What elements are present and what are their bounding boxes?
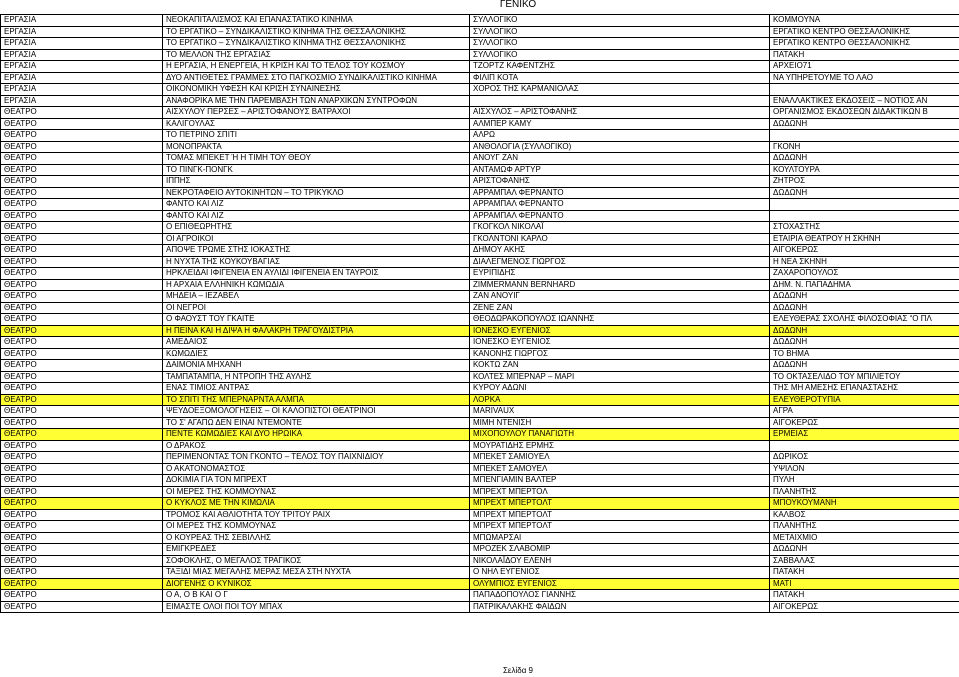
author-cell: ΣΥΛΛΟΓΙΚΟ — [470, 26, 770, 38]
category-cell: ΘΕΑΤΡΟ — [1, 452, 163, 464]
publisher-cell: ΔΩΔΩΝΗ — [770, 337, 959, 349]
author-cell: ΜΠΡΕΧΤ ΜΠΕΡΤΟΛΤ — [470, 521, 770, 533]
publisher-cell: ΕΡΓΑΤΙΚΟ ΚΕΝΤΡΟ ΘΕΣΣΑΛΟΝΙΚΗΣ — [770, 38, 959, 50]
publisher-cell: ΜΠΟΥΚΟΥΜΑΝΗ — [770, 498, 959, 510]
table-row-highlighted — [1, 325, 959, 337]
table-row — [1, 38, 959, 50]
publisher-cell: ΑΙΓΟΚΕΡΩΣ — [770, 245, 959, 257]
table-row — [1, 141, 959, 153]
title-cell: ΤΟ ΠΕΤΡΙΝΟ ΣΠΙΤΙ — [163, 130, 470, 142]
author-cell: ΚΟΛΤΕΣ ΜΠΕΡΝΑΡ – ΜΑΡΙ — [470, 371, 770, 383]
publisher-cell: ΔΩΡΙΚΟΣ — [770, 452, 959, 464]
title-cell: ΠΕΝΤΕ ΚΩΜΩΔΙΕΣ ΚΑΙ ΔΥΟ ΗΡΩΙΚΑ — [163, 429, 470, 441]
publisher-cell: ΟΡΓΑΝΙΣΜΟΣ ΕΚΔΟΣΕΩΝ ΔΙΔΑΚΤΙΚΩΝ Β — [770, 107, 959, 119]
author-cell: ΑΙΣΧΥΛΟΣ – ΑΡΙΣΤΟΦΑΝΗΣ — [470, 107, 770, 119]
title-cell: ΝΕΚΡΟΤΑΦΕΙΟ ΑΥΤΟΚΙΝΗΤΩΝ – ΤΟ ΤΡΙΚΥΚΛΟ — [163, 187, 470, 199]
title-cell: ΤΟ ΕΡΓΑΤΙΚΟ – ΣΥΝΔΙΚΑΛΙΣΤΙΚΟ ΚΙΝΗΜΑ ΤΗΣ ΘΕΣΣΑΛΟΝΙΚΗΣ — [163, 38, 470, 50]
publisher-cell: ΕΝΑΛΛΑΚΤΙΚΕΣ ΕΚΔΟΣΕΙΣ – ΝΟΤΙΟΣ ΑΝ — [770, 95, 959, 107]
publisher-cell: ΕΛΕΥΘΕΡΟΤΥΠΙΑ — [770, 394, 959, 406]
category-cell: ΘΕΑΤΡΟ — [1, 406, 163, 418]
category-cell: ΘΕΑΤΡΟ — [1, 256, 163, 268]
table-row — [1, 187, 959, 199]
category-cell: ΘΕΑΤΡΟ — [1, 233, 163, 245]
title-cell: ΔΑΙΜΟΝΙΑ ΜΗΧΑΝΗ — [163, 360, 470, 372]
table-row — [1, 107, 959, 119]
author-cell: ΠΑΤΡΙΚΑΛΑΚΗΣ ΦΑΙΔΩΝ — [470, 601, 770, 613]
author-cell: ΣΥΛΛΟΓΙΚΟ — [470, 49, 770, 61]
publisher-cell: ΖΑΧΑΡΟΠΟΥΛΟΣ — [770, 268, 959, 280]
category-cell: ΘΕΑΤΡΟ — [1, 429, 163, 441]
table-row — [1, 153, 959, 165]
title-cell: ΤΟ Σ' ΑΓΑΠΩ ΔΕΝ ΕΙΝΑΙ ΝΤΕΜΟΝΤΕ — [163, 417, 470, 429]
publisher-cell: ΤΟ ΒΗΜΑ — [770, 348, 959, 360]
publisher-cell: ΔΩΔΩΝΗ — [770, 544, 959, 556]
table-row — [1, 222, 959, 234]
author-cell: ΘΕΟΔΩΡΑΚΟΠΟΥΛΟΣ ΙΩΑΝΝΗΣ — [470, 314, 770, 326]
author-cell: ΜΙΧΟΠΟΥΛΟΥ ΠΑΝΑΓΙΩΤΗ — [470, 429, 770, 441]
table-row — [1, 406, 959, 418]
category-cell: ΘΕΑΤΡΟ — [1, 210, 163, 222]
table-row — [1, 210, 959, 222]
author-cell: ΚΟΚΤΩ ΖΑΝ — [470, 360, 770, 372]
category-cell: ΘΕΑΤΡΟ — [1, 107, 163, 119]
title-cell: ΜΟΝΟΠΡΑΚΤΑ — [163, 141, 470, 153]
table-row — [1, 15, 959, 27]
author-cell: ΙΟΝΕΣΚΟ ΕΥΓΕΝΙΟΣ — [470, 325, 770, 337]
table-row — [1, 475, 959, 487]
author-cell: ZIMMERMANN BERNHARD — [470, 279, 770, 291]
category-cell: ΘΕΑΤΡΟ — [1, 118, 163, 130]
table-row — [1, 199, 959, 211]
table-row — [1, 509, 959, 521]
title-cell: ΠΕΡΙΜΕΝΟΝΤΑΣ ΤΟΝ ΓΚΟΝΤΟ – ΤΕΛΟΣ ΤΟΥ ΠΑΙΧΝΙΔΙΟΥ — [163, 452, 470, 464]
table-row — [1, 268, 959, 280]
publisher-cell: ΠΛΑΝΗΤΗΣ — [770, 486, 959, 498]
author-cell: ΝΙΚΟΛΑΪΔΟΥ ΕΛΕΝΗ — [470, 555, 770, 567]
publisher-cell: ΔΗΜ. Ν. ΠΑΠΑΔΗΜΑ — [770, 279, 959, 291]
author-cell: ΑΝΟΥΓ ΖΑΝ — [470, 153, 770, 165]
table-row — [1, 130, 959, 142]
publisher-cell: ΤΗΣ ΜΗ ΑΜΕΣΗΣ ΕΠΑΝΑΣΤΑΣΗΣ — [770, 383, 959, 395]
title-cell: ΣΟΦΟΚΛΗΣ, Ο ΜΕΓΑΛΟΣ ΤΡΑΓΙΚΟΣ — [163, 555, 470, 567]
author-cell: ΤΖΟΡΤΖ ΚΑΦΕΝΤΖΗΣ — [470, 61, 770, 73]
author-cell: ΛΟΡΚΑ — [470, 394, 770, 406]
publisher-cell: Η ΝΕΑ ΣΚΗΝΗ — [770, 256, 959, 268]
title-cell: ΟΙ ΜΕΡΕΣ ΤΗΣ ΚΟΜΜΟΥΝΑΣ — [163, 521, 470, 533]
title-cell: ΝΕΟΚΑΠΙΤΑΛΙΣΜΟΣ ΚΑΙ ΕΠΑΝΑΣΤΑΤΙΚΟ ΚΙΝΗΜΑ — [163, 15, 470, 27]
table-row — [1, 314, 959, 326]
publisher-cell: ΔΩΔΩΝΗ — [770, 325, 959, 337]
publisher-cell: ΑΙΓΟΚΕΡΩΣ — [770, 601, 959, 613]
publisher-cell: ΠΑΤΑΚΗ — [770, 567, 959, 579]
category-cell: ΘΕΑΤΡΟ — [1, 394, 163, 406]
author-cell: ΑΛΡΩ — [470, 130, 770, 142]
category-cell: ΘΕΑΤΡΟ — [1, 302, 163, 314]
table-row — [1, 521, 959, 533]
category-cell: ΘΕΑΤΡΟ — [1, 371, 163, 383]
table-row — [1, 176, 959, 188]
category-cell: ΕΡΓΑΣΙΑ — [1, 84, 163, 96]
table-row-highlighted — [1, 578, 959, 590]
author-cell: ΜΠΡΕΧΤ ΜΠΕΡΤΟΛΤ — [470, 498, 770, 510]
title-cell: Η ΝΥΧΤΑ ΤΗΣ ΚΟΥΚΟΥΒΑΓΙΑΣ — [163, 256, 470, 268]
category-cell: ΘΕΑΤΡΟ — [1, 383, 163, 395]
title-cell: ΤΟ ΜΕΛΛΟΝ ΤΗΣ ΕΡΓΑΣΙΑΣ — [163, 49, 470, 61]
title-cell: ΗΡΚΛΕΙΔΑΙ ΙΦΙΓΕΝΕΙΑ ΕΝ ΑΥΛΙΔΙ ΙΦΙΓΕΝΕΙΑ ΕΝ ΤΑΥΡΟΙΣ — [163, 268, 470, 280]
author-cell: ΜΠΕΝΓΙΑΜΙΝ ΒΑΛΤΕΡ — [470, 475, 770, 487]
publisher-cell: ΓΚΟΝΗ — [770, 141, 959, 153]
title-cell: ΙΠΠΗΣ — [163, 176, 470, 188]
table-row-highlighted — [1, 498, 959, 510]
author-cell: ΕΥΡΙΠΙΔΗΣ — [470, 268, 770, 280]
publisher-cell: ΜΑΤΙ — [770, 578, 959, 590]
publisher-cell: ΝΑ ΥΠΗΡΕΤΟΥΜΕ ΤΟ ΛΑΟ — [770, 72, 959, 84]
category-cell: ΘΕΑΤΡΟ — [1, 544, 163, 556]
table-row — [1, 383, 959, 395]
publisher-cell: ΕΛΕΥΘΕΡΑΣ ΣΧΟΛΗΣ ΦΙΛΟΣΟΦΙΑΣ “Ο ΠΛ — [770, 314, 959, 326]
publisher-cell: ΠΑΤΑΚΗ — [770, 49, 959, 61]
author-cell: ΜΠΕΚΕΤ ΣΑΜΙΟΥΕΛ — [470, 452, 770, 464]
title-cell: ΤΟ ΕΡΓΑΤΙΚΟ – ΣΥΝΔΙΚΑΛΙΣΤΙΚΟ ΚΙΝΗΜΑ ΤΗΣ ΘΕΣΣΑΛΟΝΙΚΗΣ — [163, 26, 470, 38]
category-cell: ΘΕΑΤΡΟ — [1, 440, 163, 452]
table-row — [1, 256, 959, 268]
category-cell: ΘΕΑΤΡΟ — [1, 348, 163, 360]
publisher-cell: ΚΟΥΛΤΟΥΡΑ — [770, 164, 959, 176]
publisher-cell: ΑΡΧΕΙΟ71 — [770, 61, 959, 73]
table-row — [1, 440, 959, 452]
category-cell: ΘΕΑΤΡΟ — [1, 509, 163, 521]
title-cell: ΜΗΔΕΙΑ – ΙΕΖΑΒΕΛ — [163, 291, 470, 303]
title-cell: Ο ΕΠΙΘΕΩΡΗΤΗΣ — [163, 222, 470, 234]
title-cell: Ο Α, Ο Β ΚΑΙ Ο Γ — [163, 590, 470, 602]
table-row — [1, 164, 959, 176]
category-cell: ΘΕΑΤΡΟ — [1, 463, 163, 475]
author-cell: ΜΠΡΕΧΤ ΜΠΕΡΤΟΛΤ — [470, 509, 770, 521]
table-row — [1, 245, 959, 257]
author-cell: ΚΥΡΟΥ ΑΔΩΝΙ — [470, 383, 770, 395]
title-cell: ΨΕΥΔΟΕΞΟΜΟΛΟΓΗΣΕΙΣ – ΟΙ ΚΑΛΟΠΙΣΤΟΙ ΘΕΑΤΡΙΝΟΙ — [163, 406, 470, 418]
title-cell: ΚΑΛΙΓΟΥΛΑΣ — [163, 118, 470, 130]
author-cell: ΔΙΑΛΕΓΜΕΝΟΣ ΓΙΩΡΓΟΣ — [470, 256, 770, 268]
title-cell: Η ΑΡΧΑΙΑ ΕΛΛΗΝΙΚΗ ΚΩΜΩΔΙΑ — [163, 279, 470, 291]
title-cell: ΤΟΜΑΣ ΜΠΕΚΕΤ Ή Η ΤΙΜΗ ΤΟΥ ΘΕΟΥ — [163, 153, 470, 165]
category-cell: ΘΕΑΤΡΟ — [1, 176, 163, 188]
author-cell: ΑΡΡΑΜΠΑΛ ΦΕΡΝΑΝΤΟ — [470, 210, 770, 222]
category-cell: ΘΕΑΤΡΟ — [1, 486, 163, 498]
author-cell: ΙΟΝΕΣΚΟ ΕΥΓΕΝΙΟΣ — [470, 337, 770, 349]
author-cell: ΦΙΛΙΠ ΚΟΤΑ — [470, 72, 770, 84]
title-cell: ΦΑΝΤΟ ΚΑΙ ΛΙΖ — [163, 199, 470, 211]
publisher-cell: ΔΩΔΩΝΗ — [770, 187, 959, 199]
category-cell: ΘΕΑΤΡΟ — [1, 590, 163, 602]
category-cell: ΘΕΑΤΡΟ — [1, 314, 163, 326]
title-cell: ΤΟ ΠΙΝΓΚ-ΠΟΝΓΚ — [163, 164, 470, 176]
table-row — [1, 463, 959, 475]
category-cell: ΘΕΑΤΡΟ — [1, 532, 163, 544]
category-cell: ΘΕΑΤΡΟ — [1, 475, 163, 487]
category-cell: ΘΕΑΤΡΟ — [1, 578, 163, 590]
table-row — [1, 555, 959, 567]
author-cell: ΜΠΡΕΧΤ ΜΠΕΡΤΟΛ — [470, 486, 770, 498]
category-cell: ΘΕΑΤΡΟ — [1, 567, 163, 579]
author-cell: ΑΝΤΑΜΩΦ ΑΡΤΥΡ — [470, 164, 770, 176]
publisher-cell: ΚΟΜΜΟΥΝΑ — [770, 15, 959, 27]
title-cell: ΔΥΟ ΑΝΤΙΘΕΤΕΣ ΓΡΑΜΜΕΣ ΣΤΟ ΠΑΓΚΟΣΜΙΟ ΣΥΝΔΙΚΑΛΙΣΤΙΚΟ ΚΙΝΗΜΑ — [163, 72, 470, 84]
publisher-cell: ΑΓΡΑ — [770, 406, 959, 418]
category-cell: ΕΡΓΑΣΙΑ — [1, 15, 163, 27]
category-cell: ΘΕΑΤΡΟ — [1, 291, 163, 303]
title-cell: Ο ΚΥΚΛΟΣ ΜΕ ΤΗΝ ΚΙΜΩΛΙΑ — [163, 498, 470, 510]
publisher-cell — [770, 84, 959, 96]
table-row — [1, 61, 959, 73]
publisher-cell: ΚΑΛΒΟΣ — [770, 509, 959, 521]
table-row — [1, 486, 959, 498]
author-cell: ΜΟΥΡΑΤΙΔΗΣ ΕΡΜΗΣ — [470, 440, 770, 452]
table-row — [1, 567, 959, 579]
table-row — [1, 590, 959, 602]
publisher-cell: ΔΩΔΩΝΗ — [770, 153, 959, 165]
title-cell: Ο ΔΡΑΚΟΣ — [163, 440, 470, 452]
table-row — [1, 360, 959, 372]
category-cell: ΘΕΑΤΡΟ — [1, 417, 163, 429]
table-row — [1, 302, 959, 314]
author-cell: ΚΑΝΟΝΗΣ ΓΙΩΡΓΟΣ — [470, 348, 770, 360]
publisher-cell: ΔΩΔΩΝΗ — [770, 118, 959, 130]
table-row-highlighted — [1, 394, 959, 406]
publisher-cell: ΜΕΤΑΙΧΜΙΟ — [770, 532, 959, 544]
title-cell: ΤΑΞΙΔΙ ΜΙΑΣ ΜΕΓΑΛΗΣ ΜΕΡΑΣ ΜΕΣΑ ΣΤΗ ΝΥΧΤΑ — [163, 567, 470, 579]
title-cell: ΟΙΚΟΝΟΜΙΚΗ ΥΦΕΣΗ ΚΑΙ ΚΡΙΣΗ ΣΥΝΑΙΝΕΣΗΣ — [163, 84, 470, 96]
title-cell: ΟΙ ΑΓΡΟΙΚΟΙ — [163, 233, 470, 245]
category-cell: ΕΡΓΑΣΙΑ — [1, 61, 163, 73]
table-row — [1, 348, 959, 360]
category-cell: ΕΡΓΑΣΙΑ — [1, 26, 163, 38]
title-cell: ΤΟ ΣΠΙΤΙ ΤΗΣ ΜΠΕΡΝΑΡΝΤΑ ΑΛΜΠΑ — [163, 394, 470, 406]
table-row — [1, 532, 959, 544]
title-cell: ΑΜΕΔΑΙΟΣ — [163, 337, 470, 349]
title-cell: Ο ΚΟΥΡΕΑΣ ΤΗΣ ΣΕΒΙΛΛΗΣ — [163, 532, 470, 544]
table-row — [1, 371, 959, 383]
table-row — [1, 601, 959, 613]
title-cell: Η ΕΡΓΑΣΙΑ, Η ΕΝΕΡΓΕΙΑ, Η ΚΡΙΣΗ ΚΑΙ ΤΟ ΤΕΛΟΣ ΤΟΥ ΚΟΣΜΟΥ — [163, 61, 470, 73]
category-cell: ΘΕΑΤΡΟ — [1, 245, 163, 257]
title-cell: ΤΑΜΠΑΤΑΜΠΑ, Η ΝΤΡΟΠΗ ΤΗΣ ΑΥΛΗΣ — [163, 371, 470, 383]
category-cell: ΕΡΓΑΣΙΑ — [1, 49, 163, 61]
table-row — [1, 49, 959, 61]
page-number: Σελίδα 9 — [502, 666, 534, 675]
title-cell: ΚΩΜΩΔΙΕΣ — [163, 348, 470, 360]
author-cell: ΜΙΜΗ ΝΤΕΝΙΣΗ — [470, 417, 770, 429]
author-cell: ΣΥΛΛΟΓΙΚΟ — [470, 38, 770, 50]
category-cell: ΘΕΑΤΡΟ — [1, 153, 163, 165]
category-cell: ΘΕΑΤΡΟ — [1, 601, 163, 613]
category-cell: ΘΕΑΤΡΟ — [1, 199, 163, 211]
publisher-cell: ΕΤΑΙΡΙΑ ΘΕΑΤΡΟΥ Η ΣΚΗΝΗ — [770, 233, 959, 245]
category-cell: ΕΡΓΑΣΙΑ — [1, 95, 163, 107]
publisher-cell: ΤΟ ΟΚΤΑΣΕΛΙΔΟ ΤΟΥ ΜΠΙΛΙΕΤΟΥ — [770, 371, 959, 383]
category-cell: ΘΕΑΤΡΟ — [1, 141, 163, 153]
author-cell: ΟΛΥΜΠΙΟΣ ΕΥΓΕΝΙΟΣ — [470, 578, 770, 590]
table-row — [1, 72, 959, 84]
publisher-cell: ΖΗΤΡΟΣ — [770, 176, 959, 188]
title-cell: ΟΙ ΝΕΓΡΟΙ — [163, 302, 470, 314]
catalog-table — [0, 14, 959, 613]
publisher-cell: ΔΩΔΩΝΗ — [770, 291, 959, 303]
table-row — [1, 544, 959, 556]
author-cell: ΑΛΜΠΕΡ ΚΑΜΥ — [470, 118, 770, 130]
publisher-cell — [770, 130, 959, 142]
category-cell: ΘΕΑΤΡΟ — [1, 325, 163, 337]
publisher-cell: ΣΑΒΒΑΛΑΣ — [770, 555, 959, 567]
title-cell: ΑΠΟΨΕ ΤΡΩΜΕ ΣΤΗΣ ΙΟΚΑΣΤΗΣ — [163, 245, 470, 257]
category-cell: ΘΕΑΤΡΟ — [1, 555, 163, 567]
table-row — [1, 279, 959, 291]
category-cell: ΕΡΓΑΣΙΑ — [1, 38, 163, 50]
author-cell: ΑΝΘΟΛΟΓΙΑ (ΣΥΛΛΟΓΙΚΟ) — [470, 141, 770, 153]
table-row — [1, 452, 959, 464]
author-cell: ΣΥΛΛΟΓΙΚΟ — [470, 15, 770, 27]
sheet-header: ΓΕΝΙΚΟ — [499, 0, 537, 10]
author-cell: ΖΕΝΕ ΖΑΝ — [470, 302, 770, 314]
title-cell: ΔΙΟΓΕΝΗΣ Ο ΚΥΝΙΚΟΣ — [163, 578, 470, 590]
title-cell: ΑΙΣΧΥΛΟΥ ΠΕΡΣΕΣ – ΑΡΙΣΤΟΦΑΝΟΥΣ ΒΑΤΡΑΧΟΙ — [163, 107, 470, 119]
category-cell: ΕΡΓΑΣΙΑ — [1, 72, 163, 84]
publisher-cell — [770, 199, 959, 211]
author-cell: Ο ΝΗΛ ΕΥΓΕΝΙΟΣ — [470, 567, 770, 579]
publisher-cell: ΔΩΔΩΝΗ — [770, 360, 959, 372]
author-cell: ΑΡΡΑΜΠΑΛ ΦΕΡΝΑΝΤΟ — [470, 187, 770, 199]
publisher-cell: ΥΨΙΛΟΝ — [770, 463, 959, 475]
category-cell: ΘΕΑΤΡΟ — [1, 498, 163, 510]
author-cell: ΜΠΩΜΑΡΣΑΙ — [470, 532, 770, 544]
title-cell: ΕΜΙΓΚΡΕΔΕΣ — [163, 544, 470, 556]
author-cell: ΠΑΠΑΔΟΠΟΥΛΟΣ ΓΙΑΝΝΗΣ — [470, 590, 770, 602]
publisher-cell: ΠΑΤΑΚΗ — [770, 590, 959, 602]
category-cell: ΘΕΑΤΡΟ — [1, 268, 163, 280]
author-cell: ΓΚΟΓΚΟΛ ΝΙΚΟΛΑΪ — [470, 222, 770, 234]
author-cell: ΓΚΟΛΝΤΟΝΙ ΚΑΡΛΟ — [470, 233, 770, 245]
category-cell: ΘΕΑΤΡΟ — [1, 279, 163, 291]
publisher-cell: ΔΩΔΩΝΗ — [770, 302, 959, 314]
author-cell: ΧΟΡΟΣ ΤΗΣ ΚΑΡΜΑΝΙΟΛΑΣ — [470, 84, 770, 96]
author-cell: ΑΡΡΑΜΠΑΛ ΦΕΡΝΑΝΤΟ — [470, 199, 770, 211]
title-cell: ΤΡΟΜΟΣ ΚΑΙ ΑΘΛΙΟΤΗΤΑ ΤΟΥ ΤΡΙΤΟΥ ΡΑΙΧ — [163, 509, 470, 521]
category-cell: ΘΕΑΤΡΟ — [1, 164, 163, 176]
author-cell: ΔΗΜΟΥ ΑΚΗΣ — [470, 245, 770, 257]
author-cell — [470, 95, 770, 107]
author-cell: ΜΠΕΚΕΤ ΣΑΜΟΥΕΛ — [470, 463, 770, 475]
title-cell: ΕΝΑΣ ΤΙΜΙΟΣ ΑΝΤΡΑΣ — [163, 383, 470, 395]
category-cell: ΘΕΑΤΡΟ — [1, 187, 163, 199]
publisher-cell — [770, 210, 959, 222]
category-cell: ΘΕΑΤΡΟ — [1, 521, 163, 533]
category-cell: ΘΕΑΤΡΟ — [1, 130, 163, 142]
title-cell: ΕΙΜΑΣΤΕ ΟΛΟΙ ΠΟΙ ΤΟΥ ΜΠΑΧ — [163, 601, 470, 613]
title-cell: ΦΑΝΤΟ ΚΑΙ ΛΙΖ — [163, 210, 470, 222]
title-cell: ΔΟΚΙΜΙΑ ΓΙΑ ΤΟΝ ΜΠΡΕΧΤ — [163, 475, 470, 487]
table-row — [1, 84, 959, 96]
publisher-cell: ΕΡΜΕΙΑΣ — [770, 429, 959, 441]
table-row — [1, 118, 959, 130]
table-row — [1, 337, 959, 349]
table-row — [1, 95, 959, 107]
author-cell: ΑΡΙΣΤΟΦΑΝΗΣ — [470, 176, 770, 188]
category-cell: ΘΕΑΤΡΟ — [1, 337, 163, 349]
title-cell: ΟΙ ΜΕΡΕΣ ΤΗΣ ΚΟΜΜΟΥΝΑΣ — [163, 486, 470, 498]
table-row — [1, 233, 959, 245]
title-cell: Ο ΑΚΑΤΟΝΟΜΑΣΤΟΣ — [163, 463, 470, 475]
publisher-cell: ΣΤΟΧΑΣΤΗΣ — [770, 222, 959, 234]
publisher-cell: ΠΥΛΗ — [770, 475, 959, 487]
publisher-cell: ΑΙΓΟΚΕΡΩΣ — [770, 417, 959, 429]
author-cell: ΖΑΝ ΑΝΟΥΙΓ — [470, 291, 770, 303]
category-cell: ΘΕΑΤΡΟ — [1, 222, 163, 234]
category-cell: ΘΕΑΤΡΟ — [1, 360, 163, 372]
table-row — [1, 417, 959, 429]
publisher-cell: ΕΡΓΑΤΙΚΟ ΚΕΝΤΡΟ ΘΕΣΣΑΛΟΝΙΚΗΣ — [770, 26, 959, 38]
title-cell: ΑΝΑΦΟΡΙΚΑ ΜΕ ΤΗΝ ΠΑΡΕΜΒΑΣΗ ΤΩΝ ΑΝΑΡΧΙΚΩΝ ΣΥΝΤΡΟΦΩΝ — [163, 95, 470, 107]
title-cell: Η ΠΕΙΝΑ ΚΑΙ Η ΔΙΨΑ Η ΦΑΛΑΚΡΗ ΤΡΑΓΟΥΔΙΣΤΡΙΑ — [163, 325, 470, 337]
table-row — [1, 291, 959, 303]
title-cell: Ο ΦΑΟΥΣΤ ΤΟΥ ΓΚΑΙΤΕ — [163, 314, 470, 326]
author-cell: ΜΡΟΖΕΚ ΣΛΑΒΟΜΙΡ — [470, 544, 770, 556]
publisher-cell — [770, 440, 959, 452]
publisher-cell: ΠΛΑΝΗΤΗΣ — [770, 521, 959, 533]
table-row-highlighted — [1, 429, 959, 441]
table-row — [1, 26, 959, 38]
author-cell: MARIVAUX — [470, 406, 770, 418]
